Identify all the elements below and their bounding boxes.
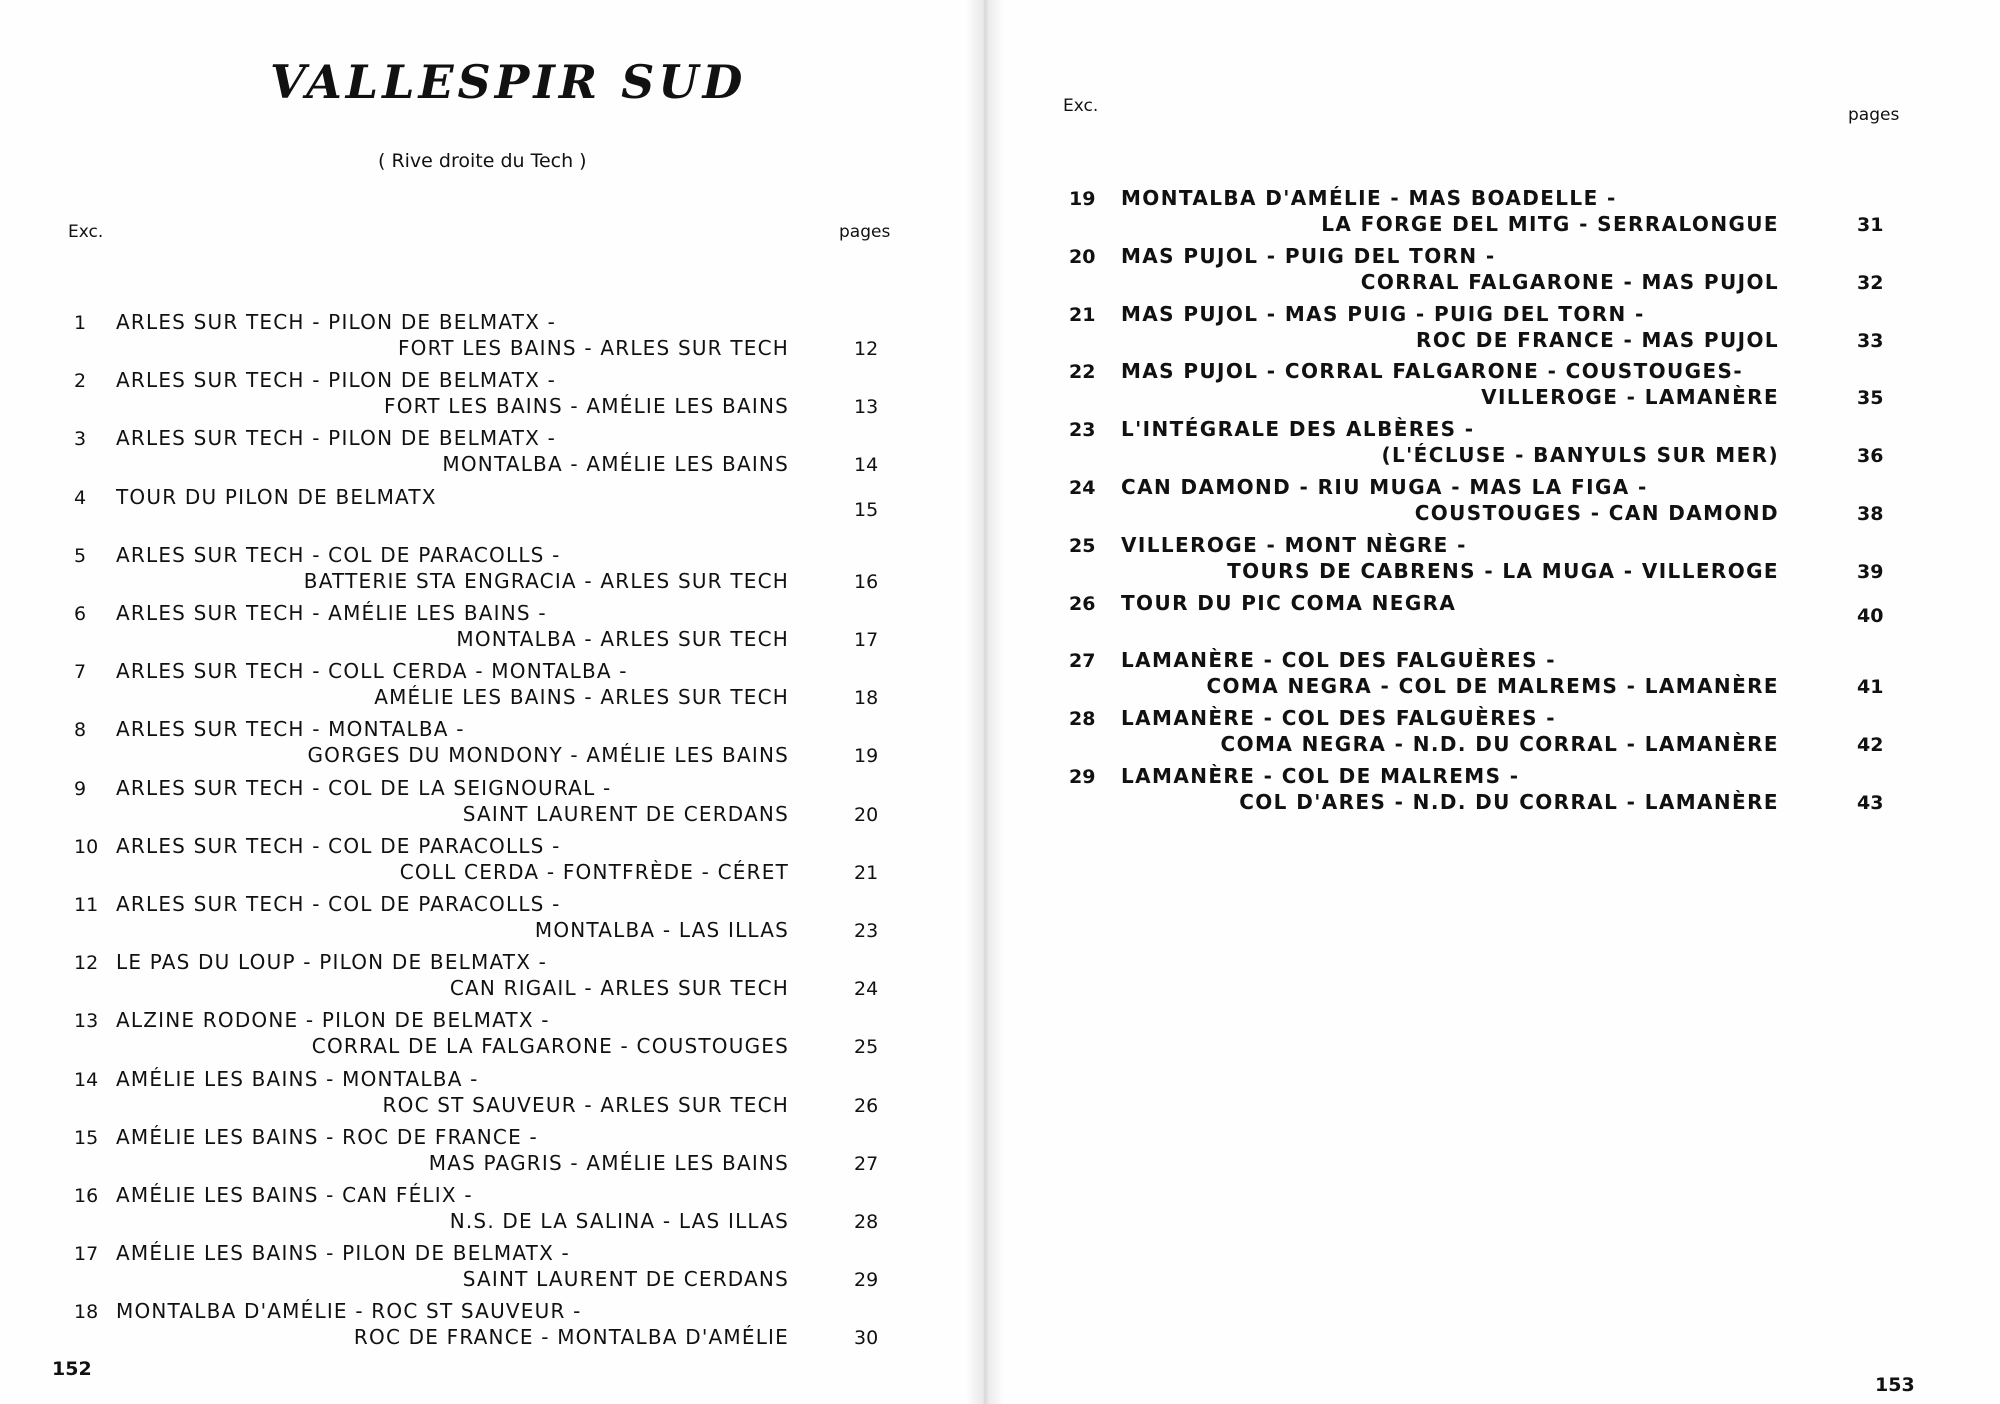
route-line-1: ARLES SUR TECH - PILON DE BELMATX - — [116, 368, 557, 393]
route-line-1: L'INTÉGRALE DES ALBÈRES - — [1121, 417, 1475, 442]
page-reference: 12 — [854, 338, 879, 360]
excursion-entry — [0, 1185, 985, 1245]
page-reference: 15 — [854, 498, 879, 521]
excursion-entry — [0, 952, 985, 1012]
route-line-1: ALZINE RODONE - PILON DE BELMATX - — [116, 1008, 550, 1033]
page-reference: 20 — [854, 803, 879, 826]
excursion-entry — [0, 603, 985, 663]
page-reference: 17 — [854, 629, 879, 651]
page-reference: 38 — [1857, 503, 1884, 525]
route-line-2: ROC DE FRANCE - MAS PUJOL — [1416, 327, 1779, 352]
section-subtitle: ( Rive droite du Tech ) — [378, 150, 587, 172]
excursion-number: 24 — [1069, 477, 1096, 499]
page-reference: 39 — [1857, 560, 1884, 583]
excursion-entry — [985, 188, 2000, 248]
page-reference: 40 — [1857, 604, 1884, 627]
route-line-1: ARLES SUR TECH - PILON DE BELMATX - — [116, 310, 557, 334]
route-line-2: COMA NEGRA - N.D. DU CORRAL - LAMANÈRE — [1220, 732, 1779, 757]
excursion-number: 26 — [1069, 592, 1096, 615]
route-line-2: FORT LES BAINS - AMÉLIE LES BAINS — [384, 394, 789, 419]
route-line-1: ARLES SUR TECH - AMÉLIE LES BAINS - — [116, 601, 547, 625]
excursion-entry — [0, 661, 985, 721]
excursion-number: 15 — [74, 1126, 99, 1149]
excursion-entry — [0, 1301, 985, 1361]
route-line-1: CAN DAMOND - RIU MUGA - MAS LA FIGA - — [1121, 475, 1648, 499]
right-page — [985, 0, 2000, 1404]
excursion-entry — [0, 833, 985, 896]
excursion-entry — [985, 650, 2000, 710]
left-page — [0, 0, 985, 1404]
excursion-entry — [985, 477, 2000, 537]
route-line-1: LAMANÈRE - COL DES FALGUÈRES - — [1121, 648, 1556, 673]
book-gutter — [965, 0, 1005, 1404]
route-line-2: SAINT LAURENT DE CERDANS — [462, 801, 789, 826]
page-reference: 13 — [854, 396, 879, 419]
page-reference: 29 — [854, 1269, 879, 1292]
excursion-number: 10 — [74, 835, 99, 858]
page-reference: 19 — [854, 745, 879, 768]
page-reference: 43 — [1857, 792, 1884, 814]
route-line-2: VILLEROGE - LAMANÈRE — [1481, 385, 1779, 410]
page-reference: 30 — [854, 1327, 879, 1350]
route-line-2: N.S. DE LA SALINA - LAS ILLAS — [449, 1209, 789, 1233]
route-line-1: AMÉLIE LES BAINS - ROC DE FRANCE - — [116, 1124, 538, 1149]
route-line-1: ARLES SUR TECH - COL DE PARACOLLS - — [116, 833, 561, 858]
section-title: VALLESPIR SUD — [270, 55, 747, 109]
route-line-2: FORT LES BAINS - ARLES SUR TECH — [397, 336, 789, 360]
route-line-2: COMA NEGRA - COL DE MALREMS - LAMANÈRE — [1206, 674, 1779, 699]
route-line-2: ROC DE FRANCE - MONTALBA D'AMÉLIE — [353, 1325, 789, 1350]
pages-column-header: pages — [1848, 105, 1900, 125]
route-line-2: SAINT LAURENT DE CERDANS — [462, 1267, 789, 1292]
route-line-2: TOURS DE CABRENS - LA MUGA - VILLEROGE — [1227, 558, 1779, 583]
exc-column-header: Exc. — [68, 222, 104, 242]
route-line-1: MONTALBA D'AMÉLIE - ROC ST SAUVEUR - — [116, 1299, 582, 1324]
excursion-number: 6 — [74, 603, 87, 625]
excursion-number: 2 — [74, 370, 87, 393]
route-line-1: ARLES SUR TECH - COL DE PARACOLLS - — [116, 542, 561, 567]
page-reference: 42 — [1857, 734, 1884, 757]
excursion-entry — [0, 1066, 985, 1129]
page-reference: 27 — [854, 1152, 879, 1175]
excursion-number: 8 — [74, 719, 87, 742]
page-reference: 21 — [854, 861, 879, 884]
route-line-2: BATTERIE STA ENGRACIA - ARLES SUR TECH — [303, 568, 789, 593]
page-reference: 25 — [854, 1036, 879, 1059]
excursion-entry — [985, 708, 2000, 768]
excursion-entry — [985, 532, 2000, 595]
excursion-entry — [0, 894, 985, 954]
excursion-number: 29 — [1069, 766, 1096, 788]
route-line-2: COUSTOUGES - CAN DAMOND — [1414, 501, 1779, 525]
route-line-1: ARLES SUR TECH - MONTALBA - — [116, 717, 465, 742]
route-line-2: LA FORGE DEL MITG - SERRALONGUE — [1321, 212, 1779, 236]
route-line-2: COLL CERDA - FONTFRÈDE - CÉRET — [399, 859, 789, 884]
page-reference: 16 — [854, 570, 879, 593]
excursion-entry — [985, 243, 2000, 306]
route-line-1: AMÉLIE LES BAINS - MONTALBA - — [116, 1066, 479, 1091]
excursion-entry — [0, 542, 985, 605]
route-line-2: CAN RIGAIL - ARLES SUR TECH — [449, 976, 789, 1001]
route-line-2: MAS PAGRIS - AMÉLIE LES BAINS — [428, 1150, 789, 1175]
route-line-1: ARLES SUR TECH - COL DE PARACOLLS - — [116, 892, 561, 916]
excursion-number: 23 — [1069, 419, 1096, 442]
page-reference: 26 — [854, 1094, 879, 1117]
excursion-number: 18 — [74, 1301, 99, 1324]
excursion-number: 3 — [74, 428, 87, 451]
excursion-number: 1 — [74, 312, 87, 334]
excursion-entry — [0, 1243, 985, 1303]
excursion-number: 7 — [74, 661, 87, 684]
excursion-number: 27 — [1069, 650, 1096, 673]
route-line-2: GORGES DU MONDONY - AMÉLIE LES BAINS — [307, 743, 789, 768]
page-number: 152 — [52, 1358, 92, 1380]
route-line-2: MONTALBA - LAS ILLAS — [534, 918, 789, 942]
route-line-2: CORRAL DE LA FALGARONE - COUSTOUGES — [311, 1034, 789, 1059]
pages-column-header: pages — [839, 222, 891, 242]
excursion-number: 5 — [74, 544, 87, 567]
excursion-entry — [985, 419, 2000, 479]
excursion-number: 21 — [1069, 303, 1096, 326]
excursion-number: 19 — [1069, 188, 1096, 210]
excursion-number: 13 — [74, 1010, 99, 1033]
excursion-entry — [985, 590, 2000, 653]
route-line-1: ARLES SUR TECH - COLL CERDA - MONTALBA - — [116, 659, 628, 684]
page-reference: 33 — [1857, 329, 1884, 352]
route-line-1: MAS PUJOL - MAS PUIG - PUIG DEL TORN - — [1121, 301, 1645, 326]
route-line-1: LAMANÈRE - COL DE MALREMS - — [1121, 764, 1520, 788]
excursion-entry — [985, 361, 2000, 421]
excursion-number: 17 — [74, 1243, 99, 1266]
page-reference: 23 — [854, 920, 879, 942]
page-reference: 32 — [1857, 271, 1884, 294]
route-line-1: AMÉLIE LES BAINS - CAN FÉLIX - — [116, 1183, 473, 1207]
excursion-entry — [0, 719, 985, 779]
route-line-1: LE PAS DU LOUP - PILON DE BELMATX - — [116, 950, 548, 975]
page-reference: 24 — [854, 978, 879, 1001]
excursion-number: 20 — [1069, 245, 1096, 268]
excursion-number: 16 — [74, 1185, 99, 1207]
page-reference: 28 — [854, 1211, 879, 1233]
excursion-entry — [0, 1124, 985, 1187]
excursion-number: 28 — [1069, 708, 1096, 731]
excursion-number: 12 — [74, 952, 99, 975]
route-line-1: ARLES SUR TECH - COL DE LA SEIGNOURAL - — [116, 775, 612, 800]
route-line-1: VILLEROGE - MONT NÈGRE - — [1121, 532, 1467, 557]
excursion-entry — [0, 775, 985, 838]
page-number: 153 — [1875, 1374, 1915, 1396]
page-reference: 41 — [1857, 676, 1884, 699]
route-line-1: TOUR DU PILON DE BELMATX — [116, 484, 437, 509]
route-line-2: CORRAL FALGARONE - MAS PUJOL — [1360, 269, 1779, 294]
route-line-2: COL D'ARES - N.D. DU CORRAL - LAMANÈRE — [1239, 790, 1779, 814]
excursion-number: 11 — [74, 894, 99, 916]
route-line-1: AMÉLIE LES BAINS - PILON DE BELMATX - — [116, 1241, 570, 1266]
route-line-1: TOUR DU PIC COMA NEGRA — [1121, 590, 1457, 615]
excursion-entry — [0, 484, 985, 547]
excursion-number: 22 — [1069, 361, 1096, 384]
excursion-entry — [0, 312, 985, 372]
route-line-1: MAS PUJOL - CORRAL FALGARONE - COUSTOUGES- — [1121, 359, 1744, 384]
route-line-1: MAS PUJOL - PUIG DEL TORN - — [1121, 243, 1496, 268]
excursion-entry — [985, 301, 2000, 364]
route-line-1: MONTALBA D'AMÉLIE - MAS BOADELLE - — [1121, 186, 1617, 210]
route-line-2: (L'ÉCLUSE - BANYULS SUR MER) — [1381, 443, 1779, 468]
route-line-1: LAMANÈRE - COL DES FALGUÈRES - — [1121, 706, 1556, 731]
exc-column-header: Exc. — [1063, 96, 1099, 116]
excursion-entry — [0, 428, 985, 488]
excursion-number: 4 — [74, 486, 87, 509]
route-line-2: MONTALBA - ARLES SUR TECH — [456, 627, 789, 651]
excursion-number: 14 — [74, 1068, 99, 1091]
route-line-2: MONTALBA - AMÉLIE LES BAINS — [442, 452, 789, 477]
page-reference: 36 — [1857, 445, 1884, 468]
excursion-entry — [985, 766, 2000, 826]
route-line-2: ROC ST SAUVEUR - ARLES SUR TECH — [382, 1092, 789, 1117]
route-line-1: ARLES SUR TECH - PILON DE BELMATX - — [116, 426, 557, 451]
excursion-number: 25 — [1069, 534, 1096, 557]
page-reference: 35 — [1857, 387, 1884, 410]
page-reference: 31 — [1857, 214, 1884, 236]
page-reference: 14 — [854, 454, 879, 477]
route-line-2: AMÉLIE LES BAINS - ARLES SUR TECH — [374, 685, 789, 710]
excursion-entry — [0, 1010, 985, 1070]
excursion-entry — [0, 370, 985, 430]
page-reference: 18 — [854, 687, 879, 710]
excursion-number: 9 — [74, 777, 87, 800]
